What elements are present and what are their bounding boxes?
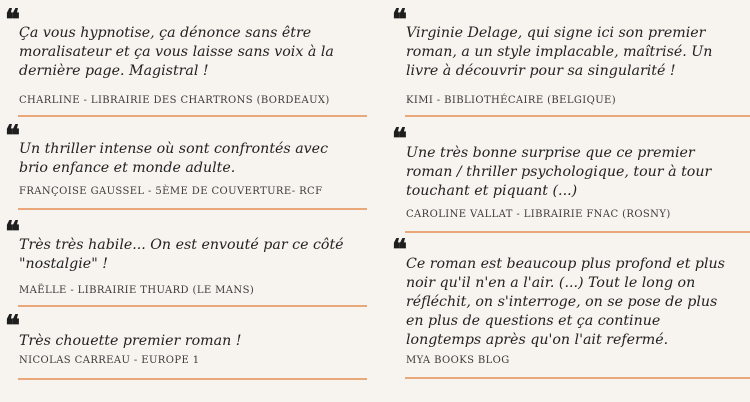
quote-icon: ❝ bbox=[392, 122, 408, 155]
testimonial-author: NICOLAS CARREAU - EUROPE 1 bbox=[19, 355, 200, 366]
testimonial-text: Ce roman est beaucoup plus profond et plus noir qu'il n'en a l'air. (...) Tout le long on réfléchit, on s'interroge, on se pose de plus en plus de questions et ça continue longtemps après qu'on l'ait refermé. bbox=[406, 256, 725, 348]
divider bbox=[18, 305, 367, 307]
quote-icon: ❝ bbox=[5, 3, 21, 36]
testimonial-author: CHARLINE - LIBRAIRIE DES CHARTRONS (BORDEAUX) bbox=[19, 95, 330, 106]
quote-icon: ❝ bbox=[392, 3, 408, 36]
testimonial-author: CAROLINE VALLAT - LIBRAIRIE FNAC (ROSNY) bbox=[406, 209, 671, 220]
testimonial-author: MAËLLE - LIBRAIRIE THUARD (LE MANS) bbox=[19, 285, 255, 296]
testimonial-text: Très chouette premier roman ! bbox=[19, 333, 242, 349]
quote-icon: ❝ bbox=[5, 309, 21, 342]
divider bbox=[405, 231, 750, 233]
testimonial-author: KIMI - BIBLIOTHÉCAIRE (BELGIQUE) bbox=[406, 95, 617, 106]
divider bbox=[18, 378, 367, 380]
testimonial-text: Un thriller intense où sont confrontés avec brio enfance et monde adulte. bbox=[19, 141, 329, 176]
quote-icon: ❝ bbox=[392, 233, 408, 266]
divider bbox=[18, 208, 367, 210]
quote-icon: ❝ bbox=[5, 215, 21, 248]
divider bbox=[405, 115, 750, 117]
divider bbox=[18, 115, 367, 117]
testimonial-text: Une très bonne surprise que ce premier roman / thriller psychologique, tour à tour touchant et piquant (...) bbox=[406, 145, 712, 199]
testimonial-text: Virginie Delage, qui signe ici son premier roman, a un style implacable, maîtrisé. Un livre à découvrir pour sa singularité ! bbox=[406, 25, 713, 79]
testimonial-text: Très très habile... On est envouté par ce côté "nostalgie" ! bbox=[19, 237, 344, 272]
testimonial-author: FRANÇOISE GAUSSEL - 5ÈME DE COUVERTURE- RCF bbox=[19, 186, 323, 197]
testimonial-text: Ça vous hypnotise, ça dénonce sans être moralisateur et ça vous laisse sans voix à la dernière page. Magistral ! bbox=[19, 25, 334, 79]
testimonial-author: MYA BOOKS BLOG bbox=[406, 355, 510, 366]
divider bbox=[405, 377, 750, 379]
quote-icon: ❝ bbox=[5, 119, 21, 152]
